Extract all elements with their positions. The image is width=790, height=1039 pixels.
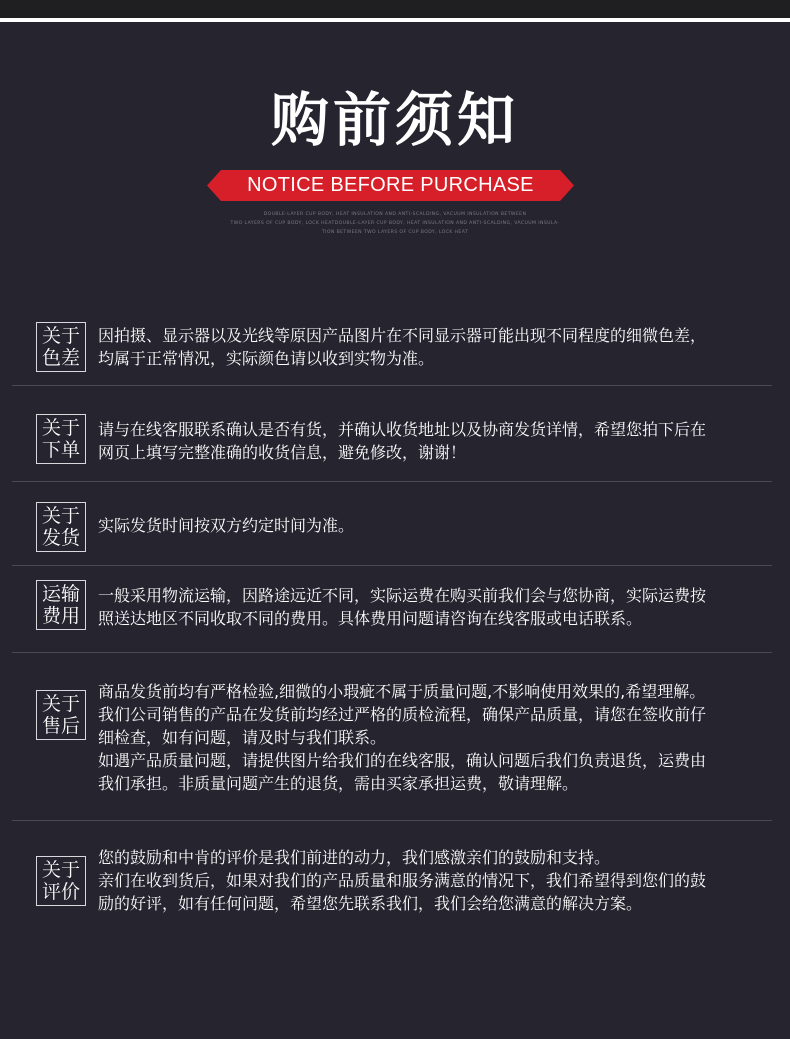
text-line: 如遇产品质量问题，请提供图片给我们的在线客服，确认问题后我们负责退货，运费由 — [98, 751, 707, 770]
banner-text: NOTICE BEFORE PURCHASE — [247, 174, 534, 196]
text-line: 均属于正常情况，实际颜色请以收到实物为准。 — [98, 349, 435, 368]
text-line: 实际发货时间按双方约定时间为准。 — [98, 516, 355, 535]
tag-line: 关于 — [41, 505, 80, 527]
tag-ordering — [36, 414, 86, 464]
section-color-difference-text — [98, 324, 758, 370]
top-bar — [0, 0, 790, 18]
top-divider — [0, 18, 790, 22]
text-line: 我们承担。非质量问题产生的退货，需由买家承担运费，敬请理解。 — [98, 774, 579, 793]
text-line: 照送达地区不同收取不同的费用。具体费用问题请咨询在线客服或电话联系。 — [98, 609, 643, 628]
text-line: 励的好评，如有任何问题，希望您先联系我们，我们会给您满意的解决方案。 — [98, 894, 643, 913]
tag-line: 评价 — [41, 881, 80, 903]
tag-reviews — [36, 856, 86, 906]
section-divider — [12, 820, 772, 821]
section-ordering-text — [98, 418, 758, 464]
section-shipping-text — [98, 514, 758, 537]
section-after-sales-text — [98, 680, 758, 795]
tag-line: 发货 — [41, 527, 80, 549]
tag-color-difference — [36, 322, 86, 372]
tag-line: 关于 — [41, 325, 80, 347]
text-line: 细检查，如有问题，请及时与我们联系。 — [98, 728, 387, 747]
text-line: 商品发货前均有严格检验,细微的小瑕疵不属于质量问题,不影响使用效果的,希望理解。 — [98, 682, 706, 701]
tag-shipping-cost — [36, 580, 86, 630]
page-title: 购前须知 — [270, 86, 519, 154]
tag-line: 色差 — [41, 347, 80, 369]
text-line: 网页上填写完整准确的收货信息，避免修改，谢谢！ — [98, 443, 467, 462]
text-line: 因拍摄、显示器以及光线等原因产品图片在不同显示器可能出现不同程度的细微色差， — [98, 326, 707, 345]
fine-print-line: DOUBLE-LAYER CUP BODY, HEAT INSULATION AND ANTI-SCALDING, VACUUM INSULATION BETWEEN — [263, 212, 527, 217]
tag-line: 运输 — [41, 583, 80, 605]
fine-print-line: TWO LAYERS OF CUP BODY, LOCK HEATDOUBLE-LAYER CUP BODY, HEAT INSULATION AND ANTI-SCALDING, VACUUM INSULA- — [230, 221, 560, 226]
tag-line: 售后 — [41, 715, 80, 737]
tag-shipping — [36, 502, 86, 552]
tag-line: 关于 — [41, 693, 80, 715]
text-line: 一般采用物流运输，因路途远近不同，实际运费在购买前我们会与您协商，实际运费按 — [98, 586, 707, 605]
fine-print — [200, 210, 590, 237]
section-divider — [12, 385, 772, 386]
fine-print-line: TION BETWEEN TWO LAYERS OF CUP BODY, LOCK HEAT — [321, 230, 469, 235]
section-divider — [12, 481, 772, 482]
tag-line: 关于 — [41, 417, 80, 439]
tag-line: 关于 — [41, 859, 80, 881]
text-line: 我们公司销售的产品在发货前均经过严格的质检流程，确保产品质量，请您在签收前仔 — [98, 705, 707, 724]
section-shipping-cost-text — [98, 584, 758, 630]
text-line: 请与在线客服联系确认是否有货，并确认收货地址以及协商发货详情，希望您拍下后在 — [98, 420, 707, 439]
section-reviews-text — [98, 846, 758, 915]
notice-banner — [207, 170, 574, 201]
tag-after-sales — [36, 690, 86, 740]
section-divider — [12, 652, 772, 653]
text-line: 亲们在收到货后，如果对我们的产品质量和服务满意的情况下，我们希望得到您们的鼓 — [98, 871, 707, 890]
text-line: 您的鼓励和中肯的评价是我们前进的动力，我们感激亲们的鼓励和支持。 — [98, 848, 611, 867]
tag-line: 费用 — [41, 605, 80, 627]
tag-line: 下单 — [41, 439, 80, 461]
section-divider — [12, 565, 772, 566]
